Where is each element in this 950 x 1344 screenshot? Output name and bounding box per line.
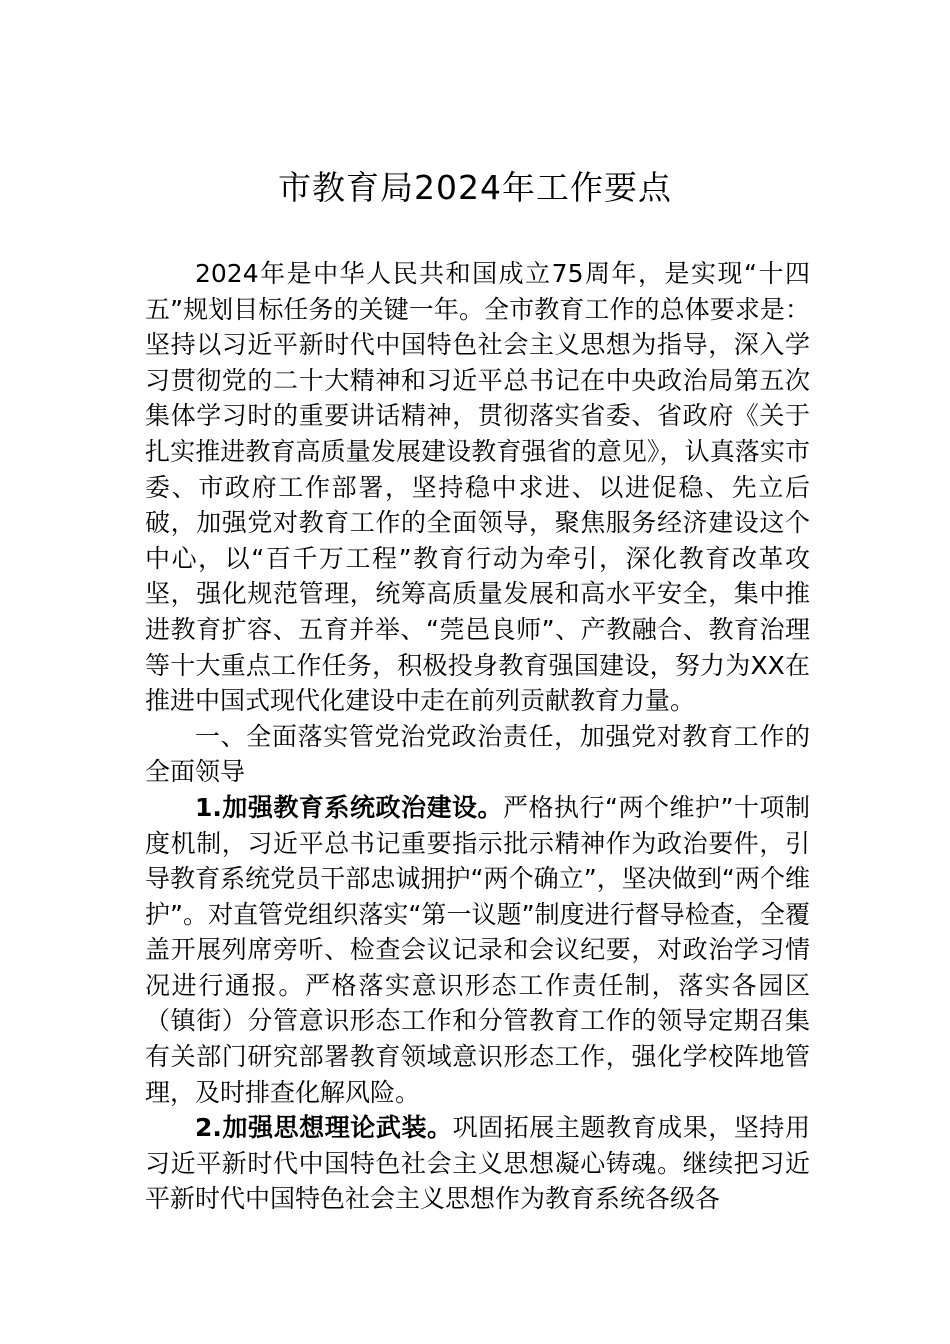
paragraph-text: 一、全面落实管党治党政治责任，加强党对教育工作的全面领导 [145, 721, 810, 787]
paragraph-text: 巩固拓展主题教育成果，坚持用习近平新时代中国特色社会主义思想凝心铸魂。继续把习近平新时代中国特色社会主义思想作为教育系统各级各 [145, 1113, 810, 1214]
paragraph-item-1 [145, 790, 810, 1110]
document-body [145, 256, 810, 1217]
section-heading-1 [145, 719, 810, 790]
paragraph-item-2 [145, 1110, 810, 1217]
paragraph-lead: 2.加强思想理论武装。 [195, 1113, 453, 1143]
paragraph-lead: 1.加强教育系统政治建设。 [195, 792, 503, 822]
paragraph-text: 严格执行“两个维护”十项制度机制，习近平总书记重要指示批示精神作为政治要件，引导教育系统党员干部忠诚拥护“两个确立”，坚决做到“两个维护”。对直管党组织落实“第一议题”制度进行督导检查，全覆盖开展列席旁听、检查会议记录和会议纪要，对政治学习情况进行通报。严格落实意识形态工作责任制，落实各园区（镇街）分管意识形态工作和分管教育工作的领导定期召集有关部门研究部署教育领域意识形态工作，强化学校阵地管理，及时排查化解风险。 [145, 792, 810, 1107]
document-title: 市教育局2024年工作要点 [278, 168, 672, 207]
paragraph-intro [145, 256, 810, 719]
paragraph-text: 2024年是中华人民共和国成立75周年，是实现“十四五”规划目标任务的关键一年。全市教育工作的总体要求是：坚持以习近平新时代中国特色社会主义思想为指导，深入学习贯彻党的二十大精神和习近平总书记在中央政治局第五次集体学习时的重要讲话精神，贯彻落实省委、省政府《关于扎实推进教育高质量发展建设教育强省的意见》，认真落实市委、市政府工作部署，坚持稳中求进、以进促稳、先立后破，加强党对教育工作的全面领导，聚焦服务经济建设这个中心，以“百千万工程”教育行动为牵引，深化教育改革攻坚，强化规范管理，统筹高质量发展和高水平安全，集中推进教育扩容、五育并举、“莞邑良师”、产教融合、教育治理等十大重点工作任务，积极投身教育强国建设，努力为XX在推进中国式现代化建设中走在前列贡献教育力量。 [145, 259, 810, 716]
